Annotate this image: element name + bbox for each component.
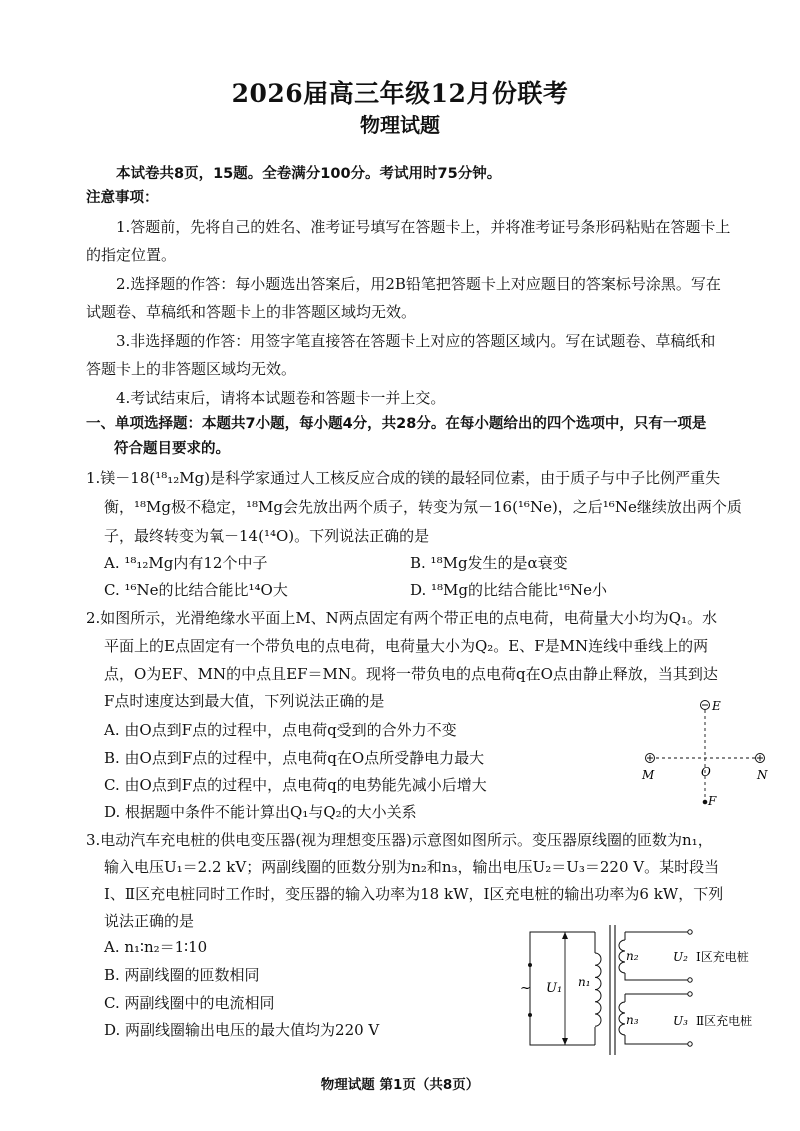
label-n2: n₂ <box>626 949 639 963</box>
q3-option-d: D. 两副线圈输出电压的最大值均为220 V <box>104 1021 380 1039</box>
output-terminal <box>688 930 692 934</box>
q1-option-c: C. ¹⁶Ne的比结合能比¹⁴O大 <box>104 581 288 599</box>
section-heading-cont: 符合题目要求的。 <box>114 441 230 457</box>
q2-stem: 2.如图所示，光滑绝缘水平面上M、N两点固定有两个带正电的点电荷，电荷量大小均为Q₁。水 <box>86 609 718 627</box>
label-u2: U₂ <box>673 950 688 964</box>
q2-stem: 点，O为EF、MN的中点且EF＝MN。现将一带负电的点电荷q在O点由静止释放，当其到达 <box>104 665 718 683</box>
label-n: N <box>757 768 768 782</box>
label-n3: n₃ <box>626 1013 639 1027</box>
q1-stem: 1.镁－18(¹⁸₁₂Mg)是科学家通过人工核反应合成的镁的最轻同位素，由于质子与中子比例严重失 <box>86 469 721 487</box>
note-line: 3.非选择题的作答：用签字笔直接答在答题卡上对应的答题区域内。写在试题卷、草稿纸和 <box>116 332 716 350</box>
charge-n-positive <box>756 754 765 763</box>
label-u1: U₁ <box>546 981 563 996</box>
label-n1: n₁ <box>578 975 591 989</box>
label-f: F <box>708 794 717 808</box>
terminal-dot <box>528 963 532 967</box>
label-o: O <box>701 765 711 779</box>
label-m: M <box>642 768 655 782</box>
ac-source-symbol: ~ <box>520 981 531 996</box>
q3-option-a: A. n₁∶n₂＝1∶10 <box>104 938 208 956</box>
notes-heading: 注意事项： <box>86 190 159 206</box>
exam-intro: 本试卷共8页，15题。全卷满分100分。考试用时75分钟。 <box>116 166 502 182</box>
note-line: 1.答题前，先将自己的姓名、准考证号填写在答题卡上，并将准考证号条形码粘贴在答题卡上 <box>116 218 731 236</box>
note-line: 4.考试结束后，请将本试题卷和答题卡一并上交。 <box>116 389 446 407</box>
q3-stem: 3.电动汽车充电桩的供电变压器(视为理想变压器)示意图如图所示。变压器原线圈的匝数为n₁， <box>86 831 713 849</box>
q1-stem: 子，最终转变为氧－14(¹⁴O)。下列说法正确的是 <box>104 527 430 545</box>
q3-option-c: C. 两副线圈中的电流相同 <box>104 994 275 1012</box>
note-line: 答题卡上的非答题区域均无效。 <box>86 360 297 378</box>
terminal-dot <box>528 1013 532 1017</box>
charge-e-negative <box>701 701 710 710</box>
q3-stem: Ⅰ、Ⅱ区充电桩同时工作时，变压器的输入功率为18 kW，Ⅰ区充电桩的输出功率为6 kW，下列 <box>104 885 724 903</box>
label-zone1: Ⅰ区充电桩 <box>696 950 749 964</box>
output-terminal <box>688 978 692 982</box>
q3-stem: 输入电压U₁＝2.2 kV；两副线圈的匝数分别为n₂和n₃，输出电压U₂＝U₃＝220 V。某时段当 <box>104 858 720 876</box>
q2-option-c: C. 由O点到F点的过程中，点电荷q的电势能先减小后增大 <box>104 776 487 794</box>
charge-diagram <box>630 690 780 820</box>
q3-stem: 说法正确的是 <box>104 912 195 930</box>
output-terminal <box>688 992 692 996</box>
note-line: 的指定位置。 <box>86 246 177 264</box>
label-e: E <box>712 699 721 713</box>
q1-option-d: D. ¹⁸Mg的比结合能比¹⁶Ne小 <box>410 581 608 599</box>
note-line: 试题卷、草稿纸和答题卡上的非答题区域均无效。 <box>86 303 417 321</box>
section-heading: 一、单项选择题：本题共7小题，每小题4分，共28分。在每小题给出的四个选项中，只有一项是 <box>86 416 707 432</box>
q2-option-a: A. 由O点到F点的过程中，点电荷q受到的合外力不变 <box>104 721 457 739</box>
charge-m-positive <box>646 754 655 763</box>
output-terminal <box>688 1042 692 1046</box>
transformer-diagram <box>510 920 780 1060</box>
note-line: 2.选择题的作答：每小题选出答案后，用2B铅笔把答题卡上对应题目的答案标号涂黑。写在 <box>116 275 721 293</box>
primary-coil <box>595 953 601 1026</box>
q2-stem: F点时速度达到最大值，下列说法正确的是 <box>104 692 385 710</box>
page-title: 2026届高三年级12月份联考 <box>231 79 569 108</box>
label-u3: U₃ <box>673 1014 688 1028</box>
q3-option-b: B. 两副线圈的匝数相同 <box>104 966 260 984</box>
page-subtitle: 物理试题 <box>360 113 440 137</box>
q2-option-b: B. 由O点到F点的过程中，点电荷q在O点所受静电力最大 <box>104 749 485 767</box>
point-f-dot <box>703 800 708 805</box>
q1-stem: 衡，¹⁸Mg极不稳定，¹⁸Mg会先放出两个质子，转变为氖－16(¹⁶Ne)，之后¹⁶Ne继续放出两个质 <box>104 498 742 516</box>
q2-option-d: D. 根据题中条件不能计算出Q₁与Q₂的大小关系 <box>104 803 417 821</box>
label-zone2: Ⅱ区充电桩 <box>696 1014 753 1028</box>
secondary-coil-n3 <box>619 1002 625 1035</box>
q1-option-b: B. ¹⁸Mg发生的是α衰变 <box>410 554 568 572</box>
page-footer: 物理试题 第1页（共8页） <box>320 1077 480 1093</box>
q1-option-a: A. ¹⁸₁₂Mg内有12个中子 <box>104 554 268 572</box>
q2-stem: 平面上的E点固定有一个带负电的点电荷，电荷量大小为Q₂。E、F是MN连线中垂线上的两 <box>104 637 709 655</box>
secondary-coil-n2 <box>619 940 625 973</box>
